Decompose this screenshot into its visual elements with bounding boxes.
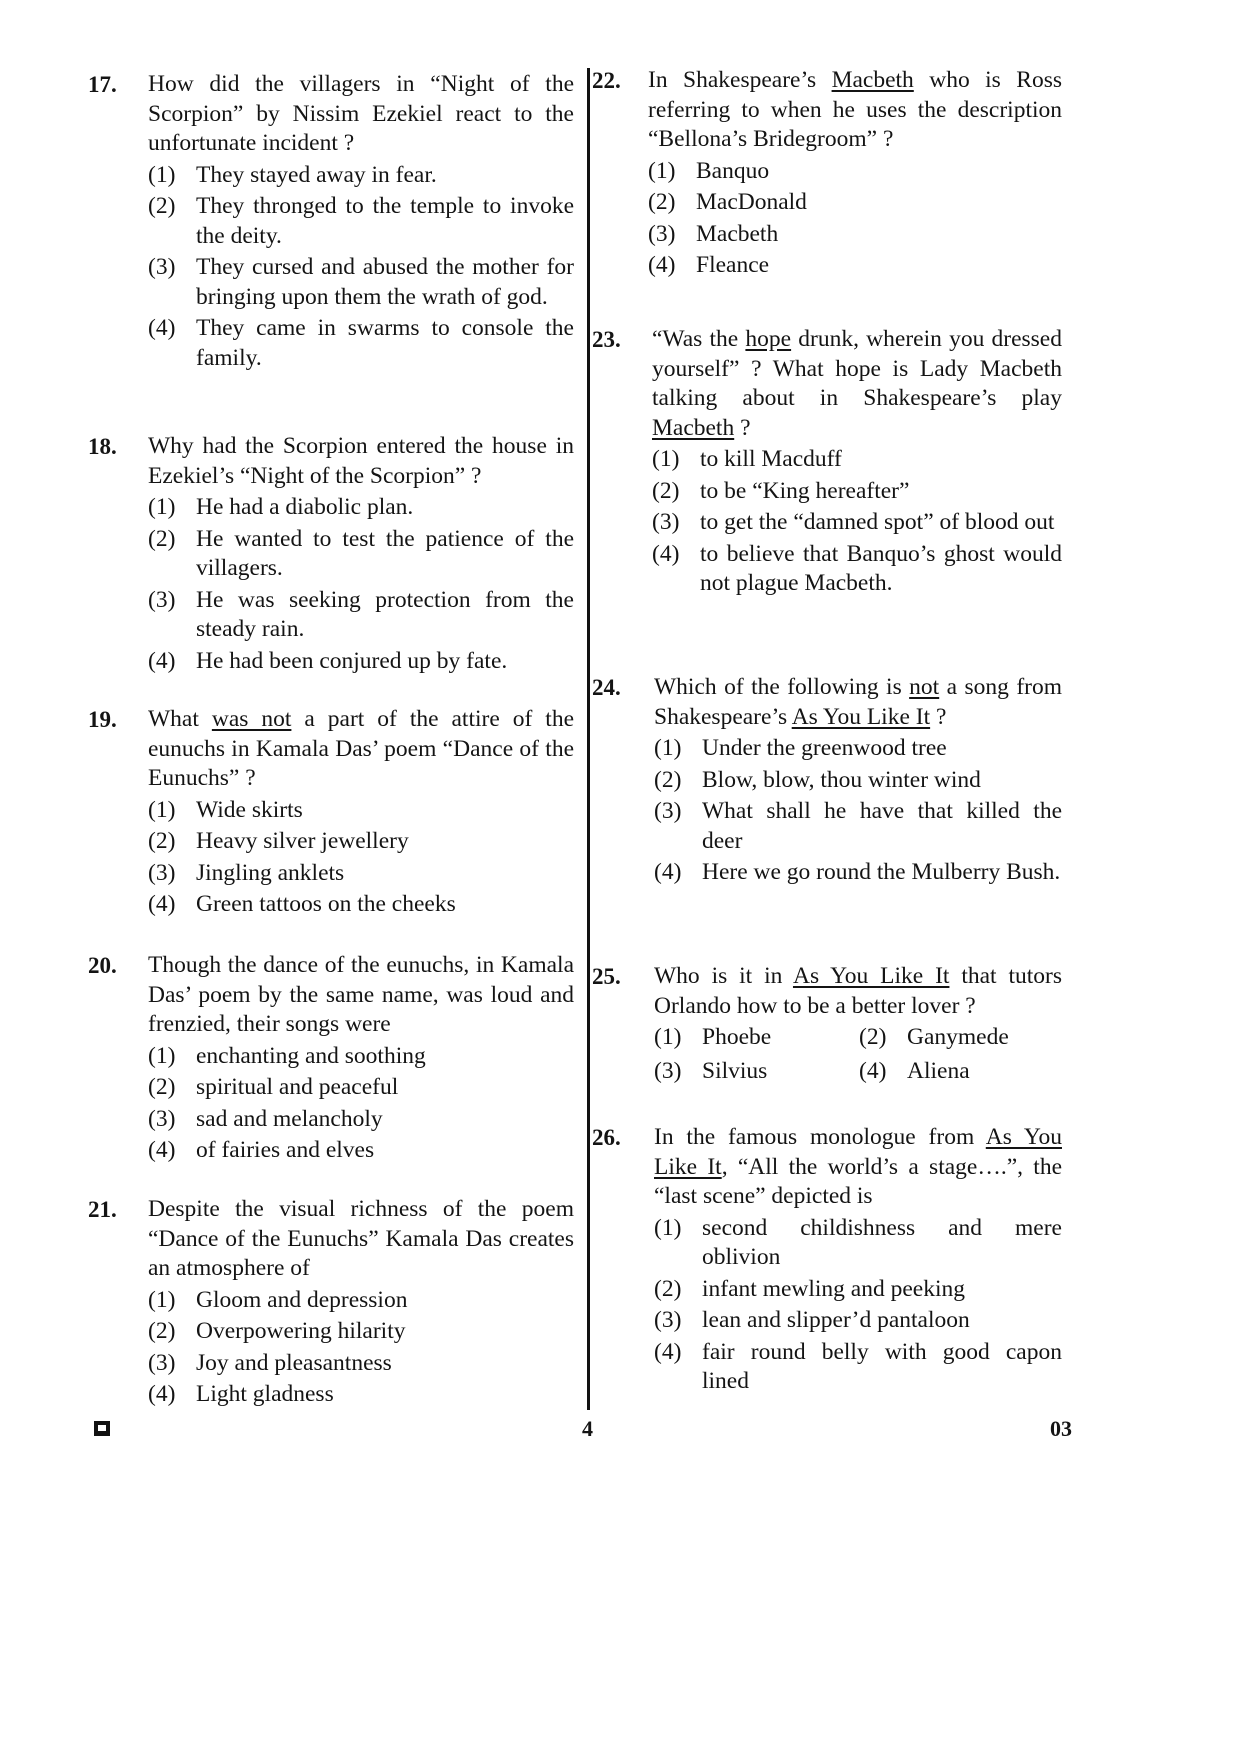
option-text: Gloom and depression [196, 1286, 408, 1313]
stem-text: In the famous monologue from [654, 1124, 986, 1150]
option-text: sad and melancholy [196, 1105, 383, 1132]
option-2[interactable] [654, 1275, 1062, 1305]
option-label: (1) [648, 157, 676, 184]
option-text: Macbeth [696, 220, 779, 247]
option-4[interactable] [148, 1380, 574, 1410]
stem-title: Macbeth [831, 67, 914, 93]
option-label: (4) [148, 1381, 176, 1407]
stem-emphasis: was not [211, 706, 292, 732]
option-text: Ganymede [907, 1024, 1009, 1050]
option-text: to be “King hereafter” [700, 477, 910, 504]
option-1[interactable] [654, 734, 1062, 764]
option-text: Joy and pleasantness [196, 1349, 392, 1376]
option-text: fair round belly with good capon lined [702, 1338, 1062, 1394]
stem-text: “Was the [652, 326, 746, 352]
question-stem [654, 673, 1062, 732]
option-text: Aliena [907, 1057, 970, 1084]
option-text: He was seeking protection from the steady rain. [196, 586, 574, 642]
stem-text: that tutors Orlando how to be a better lover ? [654, 963, 1062, 1019]
option-text: infant mewling and peeking [702, 1275, 965, 1302]
option-4[interactable] [148, 647, 574, 677]
options-list [652, 445, 1062, 599]
question-26 [592, 1123, 1062, 1399]
option-text: spiritual and peaceful [196, 1074, 399, 1100]
option-text: Jingling anklets [196, 859, 345, 886]
options-list [648, 157, 1062, 281]
option-3[interactable] [648, 220, 1062, 250]
option-label: (2) [148, 828, 176, 854]
option-text: to believe that Banquo’s ghost would not plague Macbeth. [700, 540, 1062, 596]
question-stem [654, 962, 1062, 1021]
option-text: second childishness and mere oblivion [702, 1214, 1062, 1270]
option-text: Fleance [696, 252, 770, 278]
option-text: of fairies and elves [196, 1137, 375, 1163]
option-3[interactable] [652, 508, 1062, 538]
option-4[interactable] [859, 1057, 1062, 1087]
option-4[interactable] [654, 858, 1062, 888]
question-number: 23. [592, 327, 621, 352]
option-3[interactable] [148, 859, 574, 889]
option-text: They came in swarms to console the family. [196, 315, 574, 371]
option-text: Light gladness [196, 1381, 334, 1407]
option-text: Phoebe [702, 1024, 772, 1050]
option-label: (4) [654, 1338, 682, 1365]
option-label: (3) [148, 1105, 176, 1132]
option-label: (4) [148, 647, 176, 674]
option-1[interactable] [148, 796, 574, 826]
option-2[interactable] [654, 766, 1062, 796]
option-4[interactable] [652, 540, 1062, 599]
option-label: (2) [648, 189, 676, 215]
question-number: 26. [592, 1125, 621, 1150]
question-stem: Though the dance of the eunuchs, in Kamala Das’ poem by the same name, was loud and frenzied, their songs were [148, 952, 574, 1037]
question-25 [592, 962, 1062, 1088]
option-text: He wanted to test the patience of the villagers. [196, 525, 574, 581]
stem-text: , “All the world’s a stage….”, the “last scene” depicted is [654, 1153, 1062, 1209]
option-text: Wide skirts [196, 796, 303, 823]
option-text: MacDonald [696, 189, 807, 215]
stem-text: What [148, 706, 212, 732]
stem-emphasis: not [909, 674, 940, 700]
option-text: lean and slipper’d pantaloon [702, 1307, 970, 1333]
option-label: (4) [148, 891, 176, 917]
option-label: (3) [648, 220, 676, 247]
option-label: (2) [148, 1318, 176, 1344]
stem-text: drunk, wherein you dressed yourself” ? What hope is Lady Macbeth talking about in Shakespeare’s play [652, 326, 1062, 411]
option-label: (3) [148, 254, 176, 280]
option-label: (3) [654, 798, 682, 824]
option-text: to kill Macduff [700, 446, 842, 472]
option-label: (1) [148, 494, 176, 520]
option-label: (2) [654, 766, 682, 793]
option-4[interactable] [148, 314, 574, 373]
option-2[interactable] [148, 827, 574, 857]
options-list [148, 493, 574, 676]
option-1[interactable] [654, 1214, 1062, 1273]
question-number: 19. [88, 707, 117, 732]
option-text: They thronged to the temple to invoke the deity. [196, 193, 574, 249]
option-text: Green tattoos on the cheeks [196, 891, 456, 917]
option-label: (1) [148, 161, 176, 188]
question-number: 18. [88, 434, 117, 459]
option-1[interactable] [148, 493, 574, 523]
question-number: 17. [88, 72, 117, 97]
option-text: Banquo [696, 157, 770, 184]
option-2[interactable] [148, 525, 574, 584]
option-2[interactable] [148, 1073, 574, 1103]
question-number: 21. [88, 1197, 117, 1222]
option-2[interactable] [148, 1317, 574, 1347]
option-2[interactable] [648, 188, 1062, 218]
option-1[interactable] [652, 445, 1062, 475]
question-20 [88, 951, 574, 1168]
stem-title: As You Like It [654, 1124, 1062, 1180]
option-label: (2) [859, 1024, 887, 1050]
question-number: 24. [592, 675, 621, 700]
question-23 [592, 325, 1062, 601]
option-label: (3) [654, 1307, 682, 1333]
options-list [148, 161, 574, 374]
option-label: (2) [148, 1074, 176, 1100]
question-stem [148, 705, 574, 794]
option-4[interactable] [148, 890, 574, 920]
question-stem: Why had the Scorpion entered the house in Ezekiel’s “Night of the Scorpion” ? [148, 433, 574, 489]
option-3[interactable] [148, 586, 574, 645]
question-21 [88, 1195, 574, 1412]
question-number: 22. [592, 68, 621, 93]
options-list [654, 1214, 1062, 1397]
option-text: They cursed and abused the mother for bringing upon them the wrath of god. [196, 254, 574, 310]
option-label: (4) [148, 1137, 176, 1163]
stem-text: a part of the attire of the eunuchs in Kamala Das’ poem “Dance of the Eunuchs” ? [148, 706, 574, 791]
question-stem [654, 1123, 1062, 1212]
option-4[interactable] [648, 251, 1062, 281]
stem-text: ? [734, 414, 751, 441]
option-3[interactable] [148, 253, 574, 312]
options-list [654, 734, 1062, 888]
option-2[interactable] [859, 1023, 1062, 1053]
option-1[interactable] [148, 1286, 574, 1316]
stem-emphasis: hope [745, 326, 792, 352]
option-text: Under the greenwood tree [702, 735, 947, 761]
option-label: (4) [859, 1057, 887, 1084]
option-label: (1) [654, 1024, 682, 1050]
option-text: Silvius [702, 1057, 768, 1084]
question-number: 25. [592, 964, 621, 989]
stem-text: ? [930, 703, 947, 730]
stem-text: who is Ross referring to when he uses the description “Bellona’s Bridegroom” ? [648, 67, 1062, 152]
option-1[interactable] [148, 1042, 574, 1072]
option-label: (4) [148, 315, 176, 341]
option-3[interactable] [654, 1306, 1062, 1336]
option-text: He had been conjured up by fate. [196, 647, 508, 674]
option-3[interactable] [654, 797, 1062, 856]
question-19 [88, 705, 574, 922]
option-label: (1) [652, 446, 680, 472]
question-stem [648, 66, 1062, 155]
option-label: (1) [148, 1286, 176, 1313]
option-label: (2) [148, 193, 176, 219]
stem-title: As You Like It [791, 703, 931, 730]
stem-title: Macbeth [652, 414, 735, 441]
option-text: enchanting and soothing [196, 1042, 426, 1069]
stem-text: a song from Shakespeare’s [654, 674, 1062, 730]
option-3[interactable] [148, 1349, 574, 1379]
option-label: (2) [652, 477, 680, 504]
question-18 [88, 432, 574, 678]
option-1[interactable] [648, 157, 1062, 187]
booklet-code: 03 [1050, 1416, 1072, 1441]
option-label: (4) [652, 540, 680, 567]
option-text: He had a diabolic plan. [196, 494, 414, 520]
option-text: What shall he have that killed the deer [702, 798, 1062, 854]
option-label: (1) [654, 1214, 682, 1241]
option-label: (3) [148, 859, 176, 886]
question-17 [88, 70, 574, 375]
option-text: Blow, blow, thou winter wind [702, 766, 981, 793]
question-stem: How did the villagers in “Night of the Scorpion” by Nissim Ezekiel react to the unfortunate incident ? [148, 71, 574, 156]
option-label: (3) [652, 509, 680, 535]
option-label: (1) [148, 796, 176, 823]
question-24 [592, 673, 1062, 890]
options-list [148, 796, 574, 920]
page-number: 4 [582, 1416, 593, 1441]
option-label: (3) [148, 586, 176, 613]
column-divider [587, 68, 590, 1410]
option-2[interactable] [148, 192, 574, 251]
stem-text: In Shakespeare’s [648, 67, 832, 93]
options-list [148, 1042, 574, 1166]
question-stem [652, 325, 1062, 443]
option-label: (4) [654, 859, 682, 885]
stem-text: Which of the following is [654, 674, 910, 700]
option-text: They stayed away in fear. [196, 161, 437, 188]
option-2[interactable] [652, 477, 1062, 507]
option-label: (1) [654, 735, 682, 761]
option-text: Here we go round the Mulberry Bush. [702, 859, 1061, 885]
stem-title: As You Like It [792, 963, 950, 989]
question-number: 20. [88, 953, 117, 978]
square-mark-icon [94, 1421, 110, 1436]
option-3[interactable] [148, 1105, 574, 1135]
option-label: (1) [148, 1042, 176, 1069]
option-3[interactable] [654, 1057, 859, 1087]
option-label: (4) [648, 252, 676, 278]
option-text: to get the “damned spot” of blood out [700, 509, 1055, 535]
option-1[interactable] [148, 161, 574, 191]
question-stem: Despite the visual richness of the poem “Dance of the Eunuchs” Kamala Das creates an atmosphere of [148, 1196, 574, 1281]
option-label: (2) [148, 525, 176, 552]
options-grid [654, 1023, 1062, 1088]
option-1[interactable] [654, 1023, 859, 1053]
option-label: (3) [148, 1349, 176, 1376]
option-label: (3) [654, 1057, 682, 1084]
stem-text: Who is it in [654, 963, 793, 989]
option-label: (2) [654, 1275, 682, 1302]
option-text: Heavy silver jewellery [196, 828, 409, 854]
option-4[interactable] [654, 1338, 1062, 1397]
question-22 [592, 66, 1062, 283]
options-list [148, 1286, 574, 1410]
option-4[interactable] [148, 1136, 574, 1166]
option-text: Overpowering hilarity [196, 1318, 406, 1344]
